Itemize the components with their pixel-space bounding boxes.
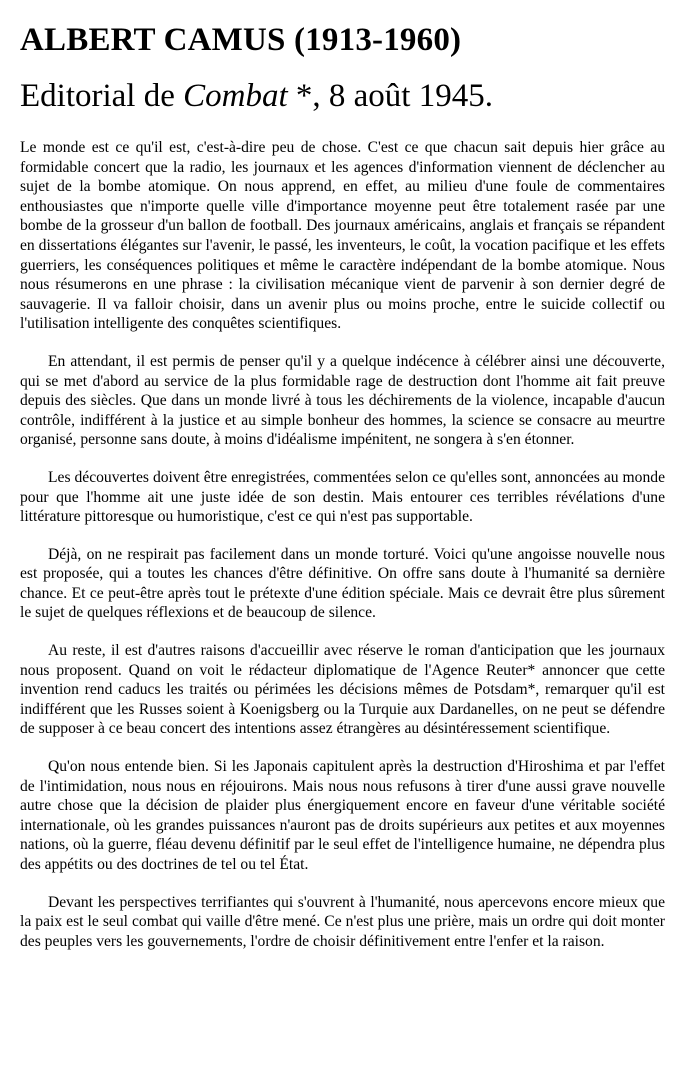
paragraph-6: Qu'on nous entende bien. Si les Japonais capitulent après la destruction d'Hiroshima et par l'effet de l'intimidation, nous nous en réjouirons. Mais nous nous refusons à tirer d'une aussi grave nouvelle autre chose que la décision de plaider plus énergiquement encore en faveur d'une véritable société internationale, où les grandes puissances n'auront pas de droits supérieurs aux petites et aux moyennes nations, où la guerre, fléau devenu définitif par le seul effet de l'intelligence humaine, ne dépendra plus des appétits ou des doctrines de tel ou tel État.: [20, 758, 665, 873]
paragraph-2: En attendant, il est permis de penser qu'il y a quelque indécence à célébrer ainsi une découverte, qui se met d'abord au service de la plus formidable rage de destruction dont l'homme ait fait preuve depuis des siècles. Que dans un monde livré à tous les déchirements de la violence, incapable d'aucun contrôle, indifférent à la justice et au simple bonheur des hommes, la science se consacre au meurtre organisé, personne sans doute, à moins d'idéalisme impénitent, ne songera à s'en étonner.: [20, 352, 665, 449]
paragraph-1: Le monde est ce qu'il est, c'est-à-dire peu de chose. C'est ce que chacun sait depuis hier grâce au formidable concert que la radio, les journaux et les agences d'information viennent de déclencher au sujet de la bombe atomique. On nous apprend, en effet, au milieu d'une foule de commentaires enthousiastes que n'importe quelle ville d'importance moyenne peut être totalement rasée par une bombe de la grosseur d'un ballon de football. Des journaux américains, anglais et français se répandent en dissertations élégantes sur l'avenir, le passé, les inventeurs, le coût, la vocation pacifique et les effets guerriers, les conséquences politiques et même le caractère indépendant de la bombe atomique. Nous nous résumerons en une phrase : la civilisation mécanique vient de parvenir à son dernier degré de sauvagerie. Il va falloir choisir, dans un avenir plus ou moins proche, entre le suicide collectif ou l'utilisation intelligente des conquêtes scientifiques.: [20, 139, 665, 333]
author-heading: ALBERT CAMUS (1913-1960): [20, 22, 462, 58]
editorial-subheading: [20, 78, 493, 115]
subtitle-prefix: Editorial de: [20, 78, 184, 114]
paragraph-5: Au reste, il est d'autres raisons d'accueillir avec réserve le roman d'anticipation que les journaux nous proposent. Quand on voit le rédacteur diplomatique de l'Agence Reuter* annoncer que cette invention rend caducs les traités ou périmées les décisions mêmes de Potsdam*, remarquer qu'il est indifférent que les Russes soient à Koenigsberg ou la Turquie aux Dardanelles, on ne peut se défendre de supposer à ce beau concert des intentions assez étrangères au désintéressement scientifique.: [20, 642, 665, 738]
editorial-body: [20, 138, 665, 969]
paragraph-7: Devant les perspectives terrifiantes qui s'ouvrent à l'humanité, nous apercevons encore mieux que la paix est le seul combat qui vaille d'être mené. Ce n'est plus une prière, mais un ordre qui doit monter des peuples vers les gouvernements, l'ordre de choisir définitivement entre l'enfer et la raison.: [20, 893, 665, 950]
newspaper-name: Combat: [183, 78, 288, 114]
subtitle-suffix: *, 8 août 1945.: [287, 78, 493, 114]
paragraph-3: Les découvertes doivent être enregistrées, commentées selon ce qu'elles sont, annoncées au monde pour que l'homme ait une juste idée de son destin. Mais entourer ces terribles révélations d'une littérature pittoresque ou humoristique, c'est ce qui n'est pas supportable.: [20, 468, 665, 526]
paragraph-4: Déjà, on ne respirait pas facilement dans un monde torturé. Voici qu'une angoisse nouvelle nous est proposée, qui a toutes les chances d'être définitive. On offre sans doute à l'humanité sa dernière chance. Et ce peut-être après tout le prétexte d'une édition spéciale. Mais ce devrait être plus sûrement le sujet de quelques réflexions et de beaucoup de silence.: [20, 545, 665, 622]
